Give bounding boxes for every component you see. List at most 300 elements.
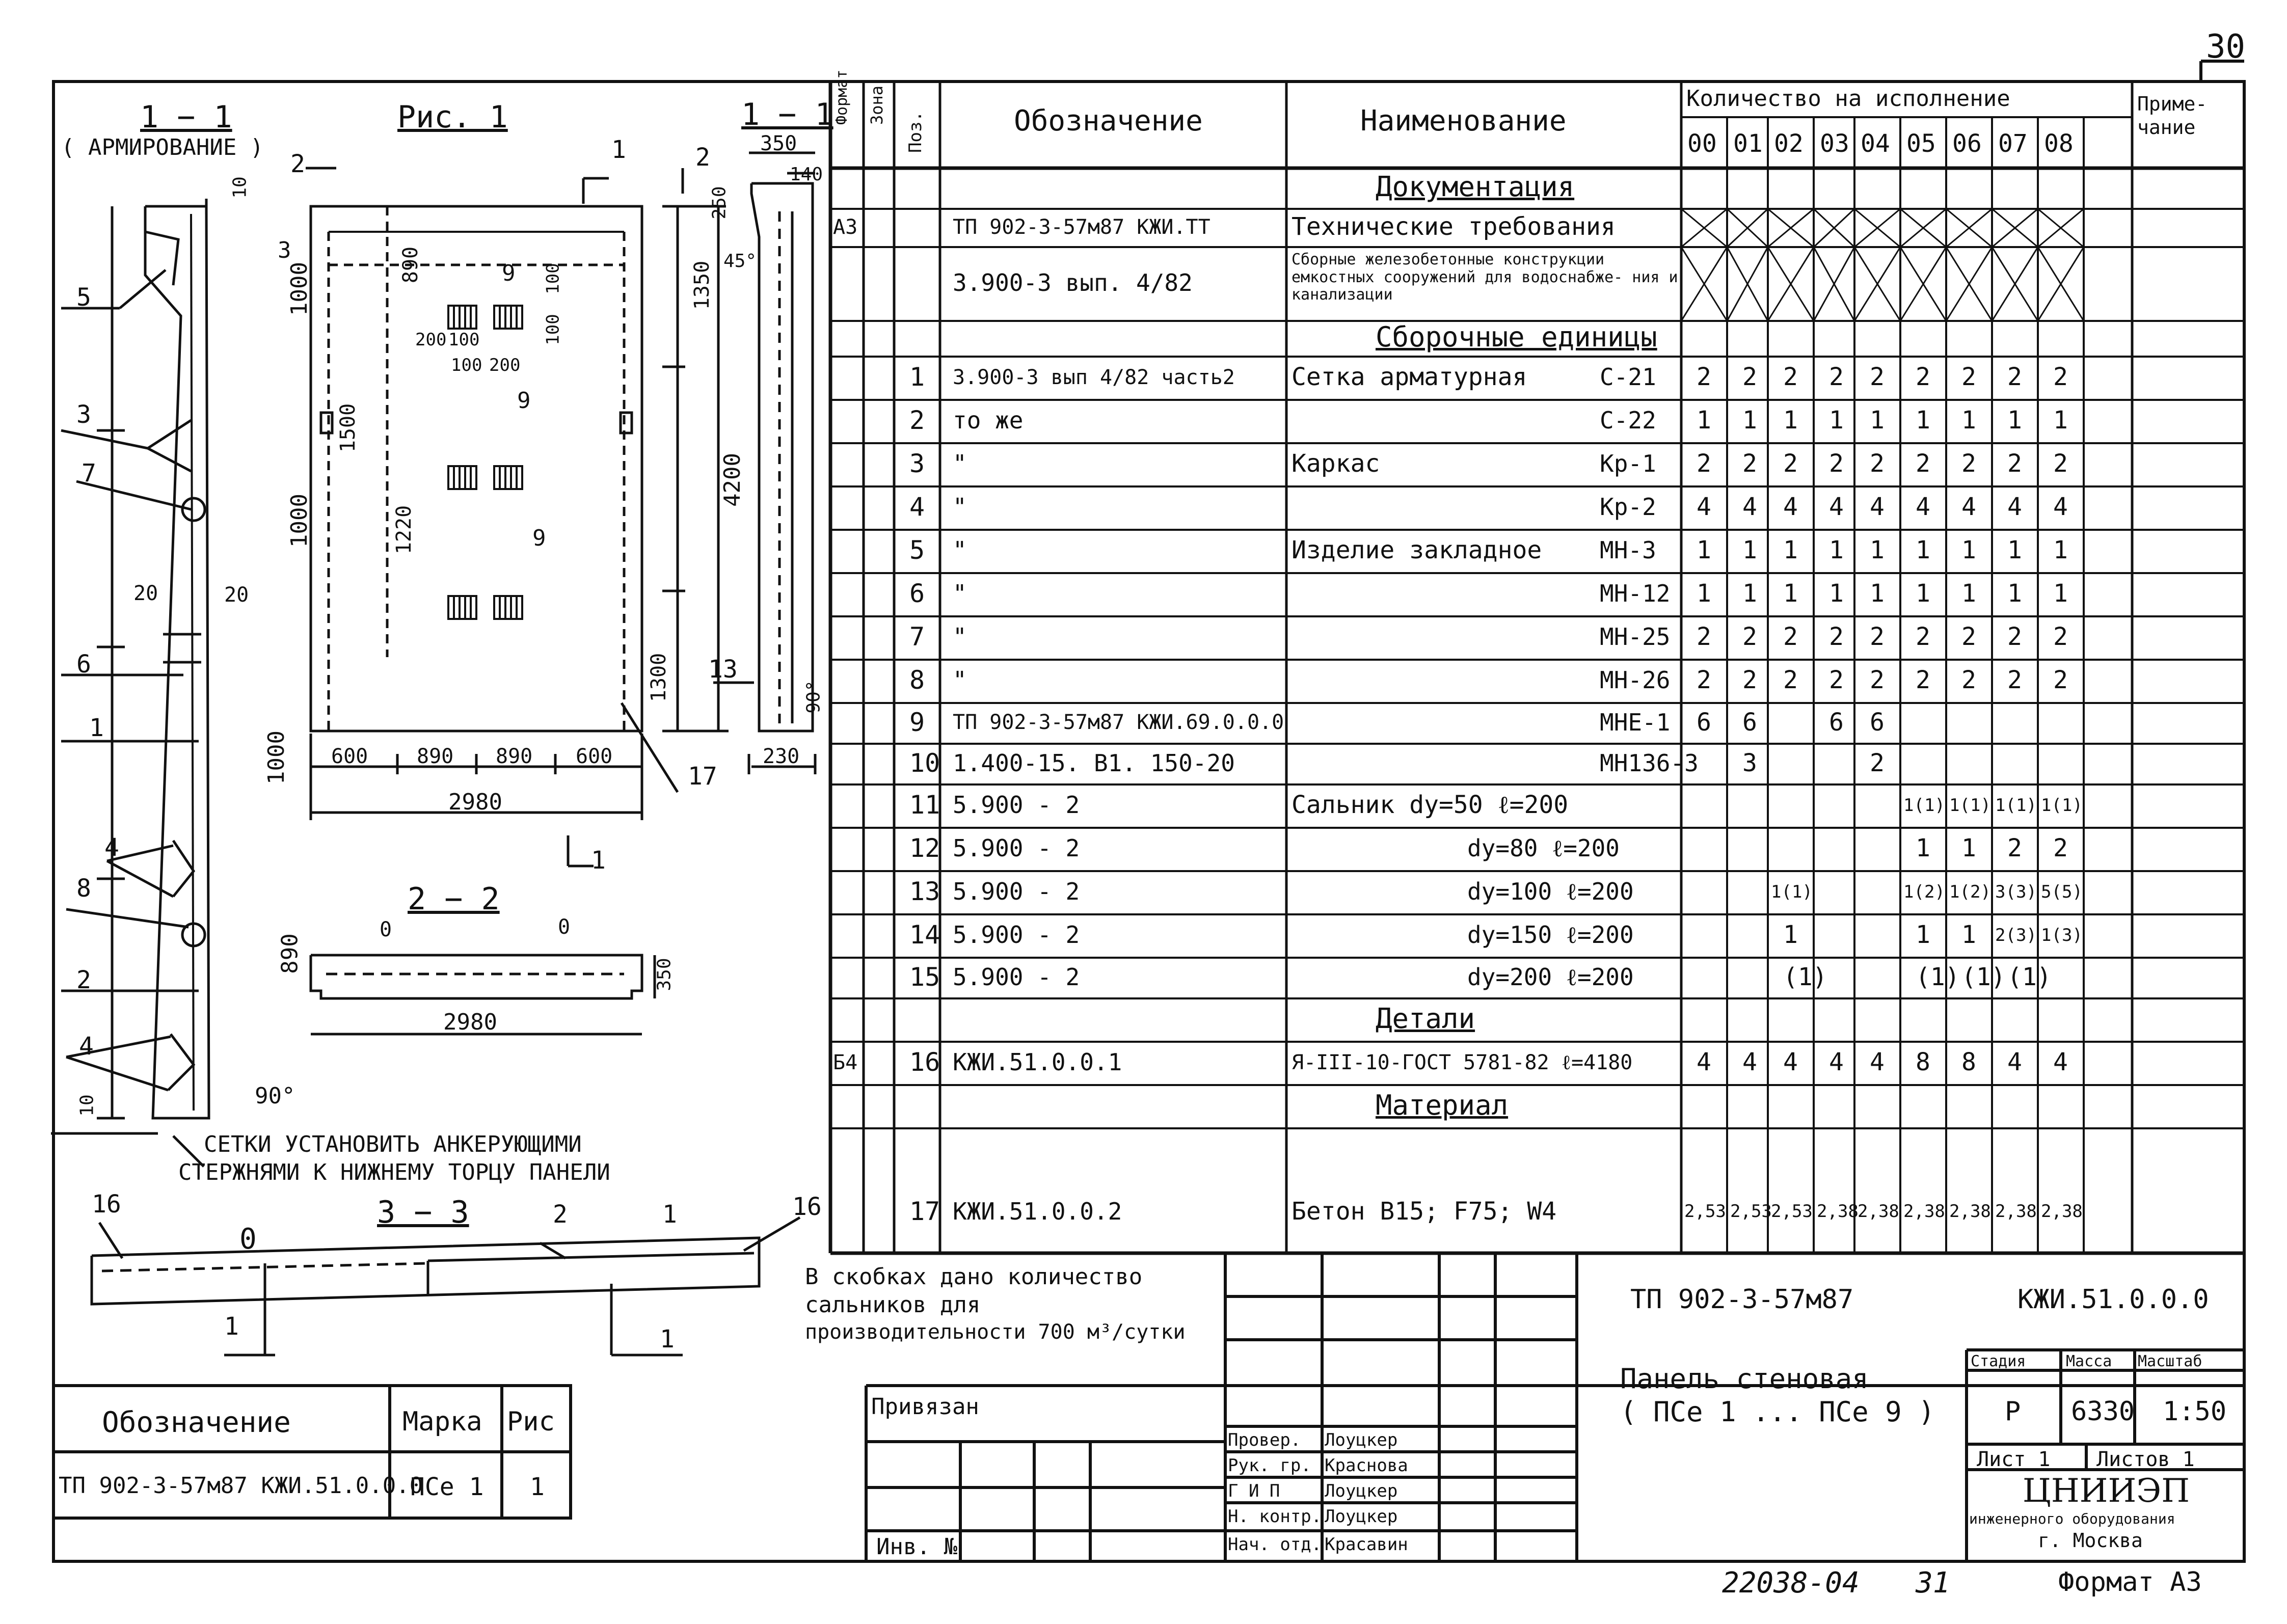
- spec-qty-03: 1: [1829, 579, 1844, 608]
- spec-qty-01: 2: [1742, 622, 1757, 652]
- tb-role: Г И П: [1228, 1481, 1280, 1501]
- spec-qty-00: 1: [1697, 536, 1711, 565]
- spec-qty-05: 2: [1916, 622, 1930, 652]
- dim-100-a: 100: [543, 263, 563, 294]
- spec-qty-08: 2: [2053, 666, 2068, 695]
- spec-qty-01: 1: [1742, 406, 1757, 435]
- spec-qty-01: 1: [1742, 579, 1757, 608]
- spec-row-pos: 4: [909, 492, 925, 522]
- spec-row-designation: 5.900 - 2: [953, 878, 1080, 906]
- spec-qty-03: 2: [1829, 449, 1844, 478]
- dim-600-a: 600: [331, 745, 368, 768]
- spec-qty-06: 8: [1961, 1048, 1976, 1077]
- spec-qty-02: 2: [1783, 622, 1798, 652]
- hdr-qty: Количество на исполнение: [1686, 86, 2010, 112]
- spec-row-pos: 9: [909, 707, 925, 737]
- variant-col-04: 04: [1861, 129, 1890, 158]
- spec-row-designation: ": [953, 580, 967, 608]
- spec-qty-07: 4: [2007, 493, 2022, 522]
- hdr-pos: Поз.: [905, 111, 926, 153]
- spec-qty-07: 4: [2007, 1048, 2022, 1077]
- callout-1-3-3a: 1: [662, 1200, 677, 1229]
- spec-qty-03: 2: [1829, 622, 1844, 652]
- variant-col-01: 01: [1733, 129, 1763, 158]
- tb-stage-h: Стадия: [1971, 1352, 2026, 1370]
- spec-qty-00: 6: [1697, 708, 1711, 737]
- spec-row-name: Я-III-10-ГОСТ 5781-82 ℓ=4180: [1292, 1050, 1633, 1074]
- spec-qty-00: 2,53: [1684, 1201, 1726, 1222]
- tb-sheets: Листов 1: [2096, 1448, 2195, 1471]
- spec-qty-02: 1(1): [1771, 881, 1813, 902]
- spec-qty-07: 1: [2007, 579, 2022, 608]
- callout-3: 3: [76, 400, 91, 429]
- spec-qty-07: 1(1): [1995, 795, 2037, 816]
- spec-qty-08: 1(1): [2041, 795, 2083, 816]
- spec-qty-06: (1): [1961, 962, 2006, 991]
- section-1-1-right-title: 1 − 1: [741, 97, 833, 132]
- callout-1-3-3b: 1: [224, 1312, 239, 1341]
- spec-qty-06: 1(2): [1949, 881, 1991, 902]
- variant-col-06: 06: [1952, 129, 1982, 158]
- spec-row-pos: 12: [909, 833, 940, 863]
- hdr-designation: Обозначение: [1014, 104, 1203, 138]
- spec-row-name: Технические требования: [1292, 212, 1616, 241]
- spec-qty-08: 2: [2053, 834, 2068, 863]
- spec-row-pos: 5: [909, 535, 925, 565]
- tb-code: ТП 902-3-57м87: [1630, 1284, 1854, 1315]
- embedded-part-mn: [448, 306, 476, 329]
- spec-qty-02: 1: [1783, 921, 1798, 950]
- tb-scale-h: Масштаб: [2138, 1352, 2202, 1370]
- spec-qty-06: 1: [1961, 536, 1976, 565]
- spec-row-mark: С-21: [1600, 363, 1656, 391]
- callout-4b: 4: [79, 1032, 94, 1061]
- variant-col-08: 08: [2044, 129, 2074, 158]
- mark-row-designation: ТП 902-3-57м87 КЖИ.51.0.0.0: [59, 1473, 423, 1499]
- dim-1220: 1220: [392, 505, 416, 555]
- spec-qty-04: 6: [1870, 708, 1885, 737]
- tb-doc: КЖИ.51.0.0.0: [2017, 1284, 2209, 1315]
- spec-qty-07: (1): [2007, 962, 2052, 991]
- embedded-part-mn: [448, 596, 476, 619]
- spec-row-name: dу=150 ℓ=200: [1467, 921, 1634, 949]
- spec-row-mark: МН136-3: [1600, 749, 1699, 777]
- spec-row-pos: 1: [909, 362, 925, 392]
- spec-row-pos: 15: [909, 962, 940, 992]
- spec-qty-04: 2: [1870, 449, 1885, 478]
- spec-row-designation: КЖИ.51.0.0.1: [953, 1048, 1122, 1076]
- tb-title-2: ( ПСе 1 ... ПСе 9 ): [1620, 1396, 1935, 1428]
- spec-qty-03: 4: [1829, 493, 1844, 522]
- spec-qty-08: 5(5): [2041, 881, 2083, 902]
- callout-1: 1: [89, 714, 104, 742]
- dim-350-right: 350: [760, 132, 797, 155]
- tb-role-name: Лоуцкер: [1325, 1481, 1398, 1501]
- hdr-format: Формат: [833, 69, 851, 125]
- section-mark-1-top: 1: [611, 136, 626, 164]
- spec-row-mark: МН-3: [1600, 536, 1656, 564]
- tb-mass-h: Масса: [2066, 1352, 2112, 1370]
- callout-9a: 9: [502, 260, 516, 286]
- dim-10-bottom: 10: [76, 1094, 98, 1117]
- dim-45deg: 45°: [723, 251, 757, 272]
- dim-1300: 1300: [647, 653, 671, 702]
- figure-title: Рис. 1: [397, 99, 508, 135]
- spec-qty-05: 1: [1916, 579, 1930, 608]
- spec-row-designation: ": [953, 493, 967, 521]
- spec-row-pos: 6: [909, 579, 925, 608]
- section-1-1-title: 1 − 1: [140, 99, 232, 135]
- callout-6: 6: [76, 650, 91, 679]
- spec-qty-01: 2,53: [1730, 1201, 1772, 1222]
- spec-qty-07: 1: [2007, 536, 2022, 565]
- spec-row-mark: Кр-1: [1600, 450, 1656, 478]
- callout-4a: 4: [104, 833, 119, 862]
- spec-qty-06: 2: [1961, 666, 1976, 695]
- spec-qty-06: 4: [1961, 493, 1976, 522]
- spec-qty-06: 1: [1961, 834, 1976, 863]
- spec-qty-02: 1: [1783, 579, 1798, 608]
- spec-qty-04: 2: [1870, 666, 1885, 695]
- tb-inv: Инв. №: [876, 1534, 957, 1560]
- callout-1-3-3c: 1: [660, 1325, 675, 1354]
- spec-row-pos: 17: [909, 1196, 940, 1226]
- tb-city: г. Москва: [2038, 1529, 2143, 1552]
- spec-row-pos: 7: [909, 622, 925, 652]
- spec-qty-02: (1): [1783, 962, 1827, 991]
- spec-qty-08: 1(3): [2041, 925, 2083, 945]
- spec-row-name: dу=100 ℓ=200: [1467, 878, 1634, 906]
- spec-qty-05: 1(1): [1903, 795, 1945, 816]
- spec-qty-01: 4: [1742, 493, 1757, 522]
- dim-0-a: 0: [380, 918, 392, 941]
- spec-qty-05: 4: [1916, 493, 1930, 522]
- spec-row-mark: С-22: [1600, 407, 1656, 435]
- spec-row-designation: 3.900-3 вып. 4/82: [953, 269, 1193, 297]
- dim-350-2-2: 350: [654, 958, 675, 991]
- section-mark-2-left: 2: [290, 150, 305, 178]
- dim-20-a: 20: [133, 582, 158, 605]
- dim-4200: 4200: [719, 453, 745, 507]
- spec-qty-05: 1: [1916, 536, 1930, 565]
- footer-format: Формат А3: [2058, 1567, 2202, 1598]
- spec-row-pos: 2: [909, 405, 925, 435]
- spec-qty-00: 1: [1697, 406, 1711, 435]
- dim-100-d: 100: [451, 355, 482, 375]
- dim-1000-b: 1000: [286, 494, 312, 548]
- callout-9c: 9: [532, 525, 546, 551]
- spec-row-name: Каркас: [1292, 449, 1380, 478]
- tb-role-name: Лоуцкер: [1325, 1430, 1398, 1450]
- callout-13: 13: [708, 655, 738, 684]
- spec-row-pos: 13: [909, 877, 940, 906]
- spec-qty-07: 2: [2007, 622, 2022, 652]
- spec-qty-03: 4: [1829, 1048, 1844, 1077]
- spec-row-pos: 11: [909, 790, 940, 820]
- spec-qty-01: 6: [1742, 708, 1757, 737]
- spec-row-mark: МН-12: [1600, 580, 1671, 608]
- spec-qty-05: 1(2): [1903, 881, 1945, 902]
- variant-col-03: 03: [1820, 129, 1849, 158]
- spec-row-mark: МН-26: [1600, 666, 1671, 694]
- spec-row-designation: 5.900 - 2: [953, 921, 1080, 949]
- spec-qty-00: 4: [1697, 493, 1711, 522]
- spec-qty-06: 2: [1961, 449, 1976, 478]
- section-mark-2-top: 2: [695, 143, 710, 172]
- spec-qty-03: 2: [1829, 666, 1844, 695]
- spec-row-format: А3: [833, 215, 858, 239]
- spec-qty-01: 1: [1742, 536, 1757, 565]
- spec-qty-08: 4: [2053, 1048, 2068, 1077]
- dim-890-b: 890: [496, 745, 533, 768]
- dim-2980-panel: 2980: [448, 789, 502, 815]
- dim-10-top: 10: [229, 176, 251, 199]
- dim-2980-2-2: 2980: [443, 1009, 497, 1035]
- spec-row-designation: 5.900 - 2: [953, 791, 1080, 819]
- callout-2-3-3: 2: [553, 1200, 568, 1229]
- dim-100-b: 100: [543, 314, 563, 345]
- anchor-note-line2: СТЕРЖНЯМИ К НИЖНЕМУ ТОРЦУ ПАНЕЛИ: [178, 1159, 610, 1185]
- dim-0-b: 0: [558, 915, 571, 939]
- spec-qty-01: 2: [1742, 666, 1757, 695]
- spec-row-designation: 5.900 - 2: [953, 834, 1080, 862]
- spec-qty-08: 4: [2053, 493, 2068, 522]
- variant-col-07: 07: [1998, 129, 2028, 158]
- embedded-part-mn: [448, 466, 476, 489]
- spec-row-designation: ": [953, 450, 967, 478]
- spec-qty-04: 2: [1870, 748, 1885, 777]
- callout-2: 2: [76, 966, 91, 994]
- bracket-note-line3: производительности 700 м³/сутки: [805, 1320, 1186, 1344]
- dim-100-c: 100: [448, 330, 480, 350]
- bracket-note-line1: В скобках дано количество: [805, 1264, 1143, 1290]
- embedded-part-mn: [494, 466, 522, 489]
- dim-250: 250: [709, 186, 730, 220]
- spec-row-name: dу=80 ℓ=200: [1467, 834, 1620, 862]
- tb-role-name: Лоуцкер: [1325, 1506, 1398, 1527]
- spec-row-designation: ТП 902-3-57м87 КЖИ.69.0.0.0: [953, 711, 1284, 734]
- tb-scale: 1:50: [2163, 1396, 2227, 1427]
- spec-qty-05: 1: [1916, 834, 1930, 863]
- spec-qty-00: 2: [1697, 622, 1711, 652]
- section-3-3-title: 3 − 3: [377, 1195, 469, 1230]
- spec-row-pos: 3: [909, 449, 925, 478]
- spec-qty-06: 2,38: [1949, 1201, 1991, 1222]
- dim-1000-c: 1000: [263, 730, 289, 784]
- callout-8: 8: [76, 874, 91, 903]
- spec-qty-02: 2: [1783, 449, 1798, 478]
- spec-qty-05: 1: [1916, 406, 1930, 435]
- spec-row-name: Изделие закладное: [1292, 536, 1542, 565]
- spec-row-designation: ": [953, 623, 967, 651]
- spec-section-heading: Материал: [1376, 1089, 1509, 1121]
- spec-row-designation: то же: [953, 407, 1024, 435]
- spec-section-heading: Документация: [1376, 171, 1575, 203]
- tb-role: Провер.: [1228, 1430, 1301, 1450]
- dim-890-left: 890: [277, 933, 303, 974]
- spec-qty-08: 2: [2053, 363, 2068, 392]
- mark-hdr-designation: Обозначение: [102, 1406, 291, 1439]
- spec-qty-02: 4: [1783, 1048, 1798, 1077]
- spec-qty-03: 2,38: [1817, 1201, 1859, 1222]
- footer-code: 22038-04: [1722, 1566, 1860, 1600]
- spec-qty-00: 2: [1697, 666, 1711, 695]
- spec-row-designation: 5.900 - 2: [953, 963, 1080, 991]
- mark-row-fig: 1: [530, 1473, 545, 1501]
- spec-qty-06: 1: [1961, 406, 1976, 435]
- spec-row-designation: КЖИ.51.0.0.2: [953, 1197, 1122, 1225]
- spec-section-heading: Детали: [1376, 1002, 1475, 1035]
- spec-row-mark: МНЕ-1: [1600, 708, 1671, 736]
- dim-200-a: 200: [415, 330, 447, 350]
- callout-16a: 16: [92, 1190, 121, 1219]
- spec-qty-04: 1: [1870, 536, 1885, 565]
- spec-qty-01: 2: [1742, 449, 1757, 478]
- spec-section-heading: Сборочные единицы: [1376, 321, 1657, 354]
- spec-row-mark: Кр-2: [1600, 493, 1656, 521]
- dim-200-b: 200: [489, 355, 521, 375]
- dim-3: 3: [278, 237, 291, 263]
- spec-qty-06: 2: [1961, 363, 1976, 392]
- spec-qty-05: 2,38: [1903, 1201, 1945, 1222]
- tb-title-1: Панель стеновая: [1620, 1363, 1869, 1395]
- sheet-number: 30: [2206, 28, 2246, 66]
- tb-role-name: Краснова: [1325, 1455, 1408, 1476]
- dim-20-b: 20: [224, 583, 249, 607]
- spec-row-designation: ": [953, 536, 967, 564]
- dim-890-a: 890: [417, 745, 454, 768]
- dim-230: 230: [763, 745, 800, 768]
- tb-role: Нач. отд.: [1228, 1534, 1322, 1555]
- spec-qty-06: 2: [1961, 622, 1976, 652]
- section-1-1-subtitle: ( АРМИРОВАНИЕ ): [61, 134, 264, 160]
- spec-qty-00: 2: [1697, 363, 1711, 392]
- spec-qty-07: 2: [2007, 363, 2022, 392]
- spec-qty-06: 1(1): [1949, 795, 1991, 816]
- tb-role: Рук. гр.: [1228, 1455, 1311, 1476]
- spec-qty-01: 4: [1742, 1048, 1757, 1077]
- spec-qty-04: 4: [1870, 1048, 1885, 1077]
- spec-qty-05: 1: [1916, 921, 1930, 950]
- spec-row-designation: 1.400-15. В1. 150-20: [953, 749, 1235, 777]
- tb-role-name: Красавин: [1325, 1534, 1408, 1555]
- spec-qty-02: 1: [1783, 406, 1798, 435]
- spec-qty-08: 1: [2053, 536, 2068, 565]
- mark-hdr-mark: Марка: [402, 1406, 482, 1437]
- spec-row-name: dу=200 ℓ=200: [1467, 963, 1634, 991]
- tb-role: Н. контр.: [1228, 1506, 1322, 1527]
- tb-sheet: Лист 1: [1977, 1448, 2051, 1471]
- spec-row-designation: ": [953, 666, 967, 694]
- mark-row-mark: ПСе 1: [410, 1473, 484, 1501]
- spec-row-designation: 3.900-3 вып 4/82 часть2: [953, 365, 1235, 389]
- hdr-note: Приме- чание: [2137, 93, 2208, 139]
- spec-qty-04: 4: [1870, 493, 1885, 522]
- spec-qty-02: 4: [1783, 493, 1798, 522]
- spec-row-name: Бетон В15; F75; W4: [1292, 1197, 1557, 1226]
- tb-mass: 6330: [2071, 1396, 2135, 1427]
- dim-0-3-3: 0: [239, 1223, 257, 1256]
- spec-qty-08: 2,38: [2041, 1201, 2083, 1222]
- spec-row-pos: 14: [909, 920, 940, 950]
- dim-1000-a: 1000: [286, 262, 312, 316]
- dim-600-b: 600: [576, 745, 613, 768]
- tb-org: ЦНИИЭП: [2023, 1472, 2190, 1510]
- variant-col-00: 00: [1687, 129, 1717, 158]
- spec-qty-04: 2: [1870, 622, 1885, 652]
- spec-qty-08: 1: [2053, 579, 2068, 608]
- bracket-note-line2: сальников для: [805, 1292, 981, 1318]
- spec-row-name: Сборные железобетонные конструкции емкостных сооружений для водоснабже- ния и канализации: [1292, 251, 1678, 304]
- spec-qty-02: 2: [1783, 363, 1798, 392]
- spec-row-pos: 8: [909, 665, 925, 695]
- tb-org2: инженерного оборудования: [1969, 1510, 2175, 1527]
- spec-row-mark: МН-25: [1600, 623, 1671, 651]
- embedded-part-mn: [494, 596, 522, 619]
- spec-qty-02: 2,53: [1771, 1201, 1813, 1222]
- spec-qty-01: 3: [1742, 748, 1757, 777]
- spec-row-pos: 16: [909, 1047, 940, 1077]
- tb-stage: Р: [2005, 1396, 2021, 1427]
- spec-row-pos: 10: [909, 748, 940, 778]
- dim-1350: 1350: [690, 260, 714, 310]
- embedded-part-mn: [494, 306, 522, 329]
- angle-90-right: 90°: [803, 680, 824, 714]
- callout-17: 17: [688, 762, 717, 791]
- spec-qty-07: 2,38: [1995, 1201, 2037, 1222]
- spec-qty-03: 6: [1829, 708, 1844, 737]
- spec-qty-07: 1: [2007, 406, 2022, 435]
- spec-qty-02: 2: [1783, 666, 1798, 695]
- spec-row-name: Сетка арматурная: [1292, 363, 1527, 392]
- spec-qty-05: 2: [1916, 666, 1930, 695]
- spec-qty-03: 2: [1829, 363, 1844, 392]
- anchor-note-line1: СЕТКИ УСТАНОВИТЬ АНКЕРУЮЩИМИ: [204, 1131, 582, 1157]
- spec-qty-05: (1): [1916, 962, 1960, 991]
- callout-9b: 9: [517, 388, 531, 414]
- spec-qty-00: 4: [1697, 1048, 1711, 1077]
- spec-qty-00: 1: [1697, 579, 1711, 608]
- section-3-3-outline: [92, 1238, 759, 1304]
- spec-qty-03: 1: [1829, 536, 1844, 565]
- dim-140: 140: [790, 164, 823, 185]
- spec-qty-07: 2: [2007, 666, 2022, 695]
- spec-qty-08: 1: [2053, 406, 2068, 435]
- spec-qty-07: 3(3): [1995, 881, 2037, 902]
- spec-qty-08: 2: [2053, 449, 2068, 478]
- spec-row-designation: ТП 902-3-57м87 КЖИ.ТТ: [953, 215, 1210, 239]
- spec-qty-07: 2: [2007, 449, 2022, 478]
- spec-qty-02: 1: [1783, 536, 1798, 565]
- spec-qty-05: 8: [1916, 1048, 1930, 1077]
- spec-qty-04: 2,38: [1858, 1201, 1899, 1222]
- callout-7: 7: [82, 459, 96, 488]
- dim-1500: 1500: [336, 403, 360, 453]
- spec-qty-07: 2: [2007, 834, 2022, 863]
- spec-qty-04: 1: [1870, 406, 1885, 435]
- spec-qty-03: 1: [1829, 406, 1844, 435]
- callout-16b: 16: [792, 1193, 822, 1221]
- footer-page: 31: [1916, 1566, 1950, 1600]
- hdr-zone: Зона: [867, 85, 886, 125]
- callout-5: 5: [76, 283, 91, 312]
- dim-890-panel: 890: [399, 246, 423, 284]
- spec-qty-06: 1: [1961, 921, 1976, 950]
- spec-qty-01: 2: [1742, 363, 1757, 392]
- variant-col-02: 02: [1774, 129, 1804, 158]
- section-mark-1-bottom: 1: [591, 846, 606, 875]
- spec-qty-06: 1: [1961, 579, 1976, 608]
